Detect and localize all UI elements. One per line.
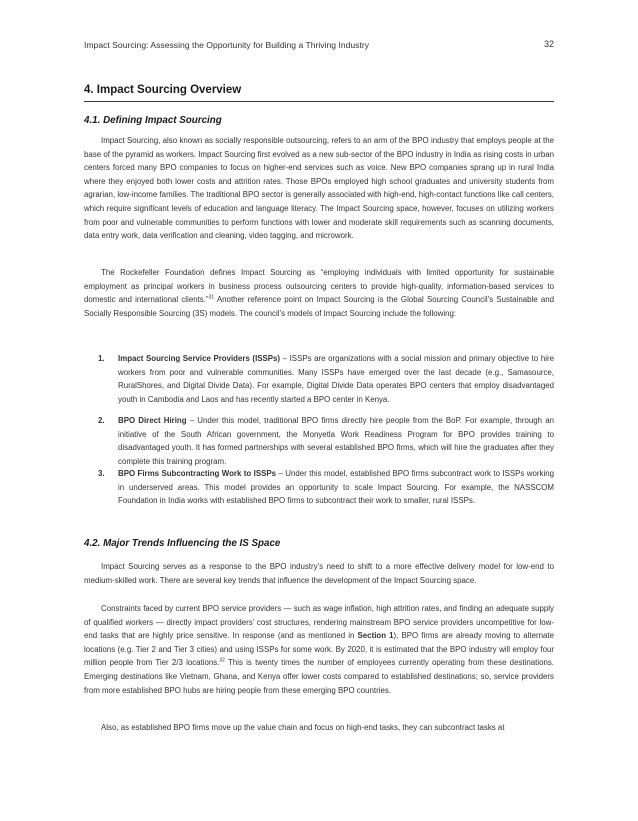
page-number: 32 (543, 39, 554, 49)
list-item-text: – ISSPs are organizations with a social mission and primary objective to hire workers from poor and vulnerable communities. Many ISSPs have emerged over the last decade (e.g., Samasource, RuralShores, and Digital Divide Data). For example, Digital Divide Data operates BPO centers that employ disadvantaged youth in Cambodia and Laos and has recently started a BPO center in Kenya. (118, 354, 554, 404)
paragraph-text-end: This is twenty times the number of employees currently operating from these destinations. Emerging destinations like Vietnam, Ghana, and Kenya offer lower costs compared to established destinations; so, service providers from more established BPO hubs are hiring people from these emerging BPO countries. (84, 658, 554, 695)
paragraph-text: Constraints faced by current BPO service providers — such as wage inflation, high attrition rates, and finding an adequate supply of qualified workers — directly impact providers’ cost structures, rendering mainstream BPO service providers uncompetitive for low-end tasks that are highly price sensitive. In response (and as mentioned in (84, 604, 554, 641)
list-item-bpo-subcontracting (98, 467, 554, 508)
paragraph-text: The Rockefeller Foundation defines Impact Sourcing as “employing individuals with limited opportunity for sustainable employment as principal workers in business process outsourcing centers to provide high-quality, information-based services to domestic and international clients.” (84, 268, 554, 305)
subsection-title-4-2: 4.2. Major Trends Influencing the IS Space (84, 538, 281, 549)
paragraph-defining-impact-sourcing: Impact Sourcing, also known as socially responsible outsourcing, refers to an arm of the BPO industry that employs people at the base of the pyramid as workers. Impact Sourcing first evolved as a new sub-sector of the BPO industry in India as rising costs in urban centers forced many BPO companies to focus on higher-end services such as voice. New BPO companies sprang up in rural India where they enjoyed both lower costs and attrition rates. Those BPOs employed high school graduates and university students from agrarian, low-income families. The traditional BPO sector is generally associated with high-end, high-contact functions like call centers, which require significant levels of education and language literacy. The Impact Sourcing space, however, focuses on utilizing workers from poor and vulnerable communities to perform functions with lower and moderate skill requirements such as scanning documents, data entry work, data verification and cleaning, video tagging, and microwork. (84, 136, 554, 241)
list-item-number: 1. (98, 354, 105, 363)
list-item-title: BPO Direct Hiring (118, 416, 187, 425)
list-item-title: BPO Firms Subcontracting Work to ISSPs (118, 469, 277, 478)
list-item-text: – Under this model, traditional BPO firms directly hire people from the BoP. For example, through an initiative of the South African government, the Monyetla Work Readiness Program for BPO provides training to disadvantaged youth. It has formed partnerships with several established BPO firms, which will hire the graduates after they complete this training program. (118, 416, 554, 466)
section-title: 4. Impact Sourcing Overview (84, 84, 242, 96)
list-item-bpo-direct-hiring (98, 414, 554, 468)
paragraph-text-cont: ), BPO firms are already moving to alternate locations (e.g. Tier 2 and Tier 3 cities) and using ISSPs for some work. By 2020, it is estimated that the BPO industry will employ four million people from Tier 2/3 locations. (84, 631, 554, 668)
paragraph-rockefeller-definition (84, 266, 554, 320)
footnote-ref-31: 31 (208, 294, 215, 301)
list-item-text: – Under this model, established BPO firms subcontract work to ISSPs working in underserved areas. This model provides an opportunity to scale Impact Sourcing. For example, the NASSCOM Foundation in India works with established BPO firms to subcontract their work to smaller, rural ISSPs. (118, 469, 554, 506)
paragraph-value-chain: Also, as established BPO firms move up the value chain and focus on high-end tasks, they can subcontract tasks at (101, 723, 505, 732)
paragraph-is-response: Impact Sourcing serves as a response to the BPO industry’s need to shift to a more effective delivery model for low-end to medium-skilled work. There are several key trends that influence the development of the Impact Sourcing space. (84, 562, 554, 585)
section-1-reference: Section 1 (357, 631, 394, 641)
list-item-number: 3. (98, 469, 105, 478)
subsection-title-4-1: 4.1. Defining Impact Sourcing (84, 115, 222, 126)
paragraph-text-cont: Another reference point on Impact Sourcing is the Global Sourcing Council’s Sustainable and Socially Responsible Sourcing (3S) models. The council’s models of Impact Sourcing include the following: (84, 295, 555, 318)
paragraph-constraints (84, 602, 554, 697)
list-item-issps (98, 352, 554, 406)
list-item-title: Impact Sourcing Service Providers (ISSPs) (118, 354, 281, 363)
section-title-rule (84, 101, 554, 102)
running-header-title: Impact Sourcing: Assessing the Opportunity for Building a Thriving Industry (84, 40, 370, 50)
list-item-number: 2. (98, 416, 105, 425)
footnote-ref-32: 32 (219, 657, 225, 664)
